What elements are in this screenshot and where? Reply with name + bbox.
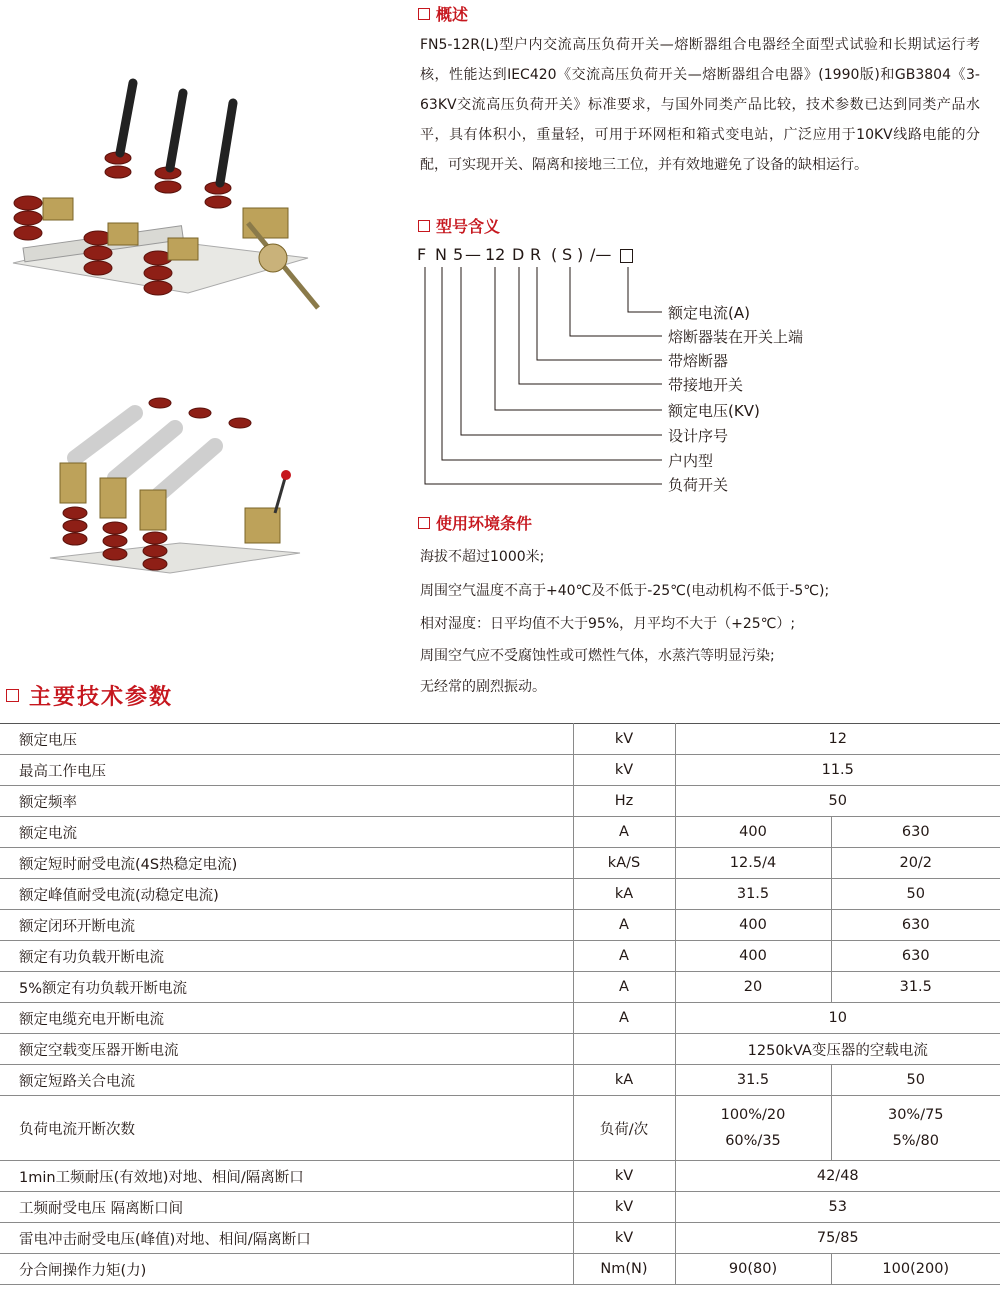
model-code-char: R [530,245,542,264]
param-value-line: 30%/75 [887,1107,944,1123]
param-value: 20/2 [831,848,1000,879]
overview-text: FN5-12R(L)型户内交流高压负荷开关—熔断器组合电器经全面型式试验和长期试运行考核，性能达到IEC420《交流高压负荷开关—熔断器组合电器》(1990版)和GB3804《3-63KV交流高压负荷开关》标准要求，与国外同类产品比较，技术参数已达到同类产品水平，具有体积小，重量轻，可用于环网柜和箱式变电站，广泛应用于10KV线路电能的分配，可实现开关、隔离和接地三工位，并有效地避免了设备的缺相运行。 [420,37,980,173]
table-row [0,1096,1000,1161]
param-unit: kA/S [573,848,675,879]
model-meaning: 设计序号 [668,427,729,445]
param-value: 630 [831,910,1000,941]
model-meaning: 户内型 [668,452,714,470]
param-name: 额定频率 [0,786,573,817]
table-row [0,786,1000,817]
param-value: 31.5 [831,972,1000,1003]
param-value: 50 [831,879,1000,910]
table-row [0,755,1000,786]
param-value: 12.5/4 [675,848,831,879]
param-name: 额定电流 [0,817,573,848]
table-row [0,1003,1000,1034]
param-value: 12 [675,724,1000,755]
environment-line: 周围空气应不受腐蚀性或可燃性气体，水蒸汽等明显污染; [420,648,775,664]
param-unit: Hz [573,786,675,817]
table-row [0,1034,1000,1065]
param-unit: kV [573,1223,675,1254]
param-value: 53 [675,1192,1000,1223]
environment-line: 海拔不超过1000米; [420,549,545,565]
param-value: 20 [675,972,831,1003]
table-row [0,1223,1000,1254]
params-heading: 主要技术参数 [6,680,173,711]
table-row [0,1161,1000,1192]
params-table [0,723,1000,1285]
param-name: 分合闸操作力矩(力) [0,1254,573,1285]
environment-line: 相对湿度：日平均值不大于95%，月平均不大于（+25℃）; [420,616,796,632]
param-value: 90(80) [675,1254,831,1285]
param-value [675,1096,831,1161]
param-name: 工频耐受电压 隔离断口间 [0,1192,573,1223]
param-name: 额定短路关合电流 [0,1065,573,1096]
param-value: 10 [675,1003,1000,1034]
model-code-char: ) [577,245,584,264]
param-name: 额定峰值耐受电流(动稳定电流) [0,879,573,910]
table-row [0,1254,1000,1285]
placeholder-box-icon [620,249,633,263]
param-value: 630 [831,817,1000,848]
model-code-char: 5 [453,245,464,264]
model-meaning: 额定电压(KV) [668,402,760,420]
param-value: 400 [675,910,831,941]
model-meaning: 带接地开关 [668,376,744,394]
heading-square-icon [418,517,430,529]
environment-heading: 使用环境条件 [418,511,532,534]
param-unit: Nm(N) [573,1254,675,1285]
environment-line: 周围空气温度不高于+40℃及不低于-25℃(电动机构不低于-5℃); [420,583,830,599]
model-code-char: 12 [485,245,506,264]
param-unit: kA [573,879,675,910]
table-row [0,972,1000,1003]
heading-square-icon [418,8,430,20]
param-value: 50 [831,1065,1000,1096]
param-name: 额定电缆充电开断电流 [0,1003,573,1034]
param-value: 75/85 [675,1223,1000,1254]
param-value: 31.5 [675,1065,831,1096]
model-meaning: 熔断器装在开关上端 [668,328,804,346]
param-name: 1min工频耐压(有效地)对地、相间/隔离断口 [0,1161,573,1192]
param-value: 1250kVA变压器的空载电流 [675,1034,1000,1065]
param-value [831,1096,1000,1161]
table-row [0,1192,1000,1223]
model-code-char: /— [590,245,612,264]
table-row [0,1065,1000,1096]
param-unit: A [573,1003,675,1034]
param-unit: A [573,817,675,848]
param-unit: kV [573,1192,675,1223]
param-unit: A [573,910,675,941]
param-unit: A [573,941,675,972]
param-name: 雷电冲击耐受电压(峰值)对地、相间/隔离断口 [0,1223,573,1254]
param-value: 11.5 [675,755,1000,786]
table-row [0,941,1000,972]
table-row [0,879,1000,910]
param-value: 400 [675,941,831,972]
model-code-char: N [435,245,447,264]
param-name: 额定空载变压器开断电流 [0,1034,573,1065]
param-value-line: 100%/20 [720,1107,786,1123]
model-meaning: 负荷开关 [668,476,729,494]
model-code-char: D [512,245,525,264]
param-name: 5%额定有功负载开断电流 [0,972,573,1003]
param-value: 400 [675,817,831,848]
param-unit: kV [573,724,675,755]
environment-line: 无经常的剧烈振动。 [420,679,546,695]
param-value: 100(200) [831,1254,1000,1285]
param-name: 最高工作电压 [0,755,573,786]
param-name: 负荷电流开断次数 [0,1096,573,1161]
param-value: 31.5 [675,879,831,910]
param-value: 50 [675,786,1000,817]
param-unit: kA [573,1065,675,1096]
overview-heading: 概述 [418,2,468,25]
table-row [0,910,1000,941]
table-row [0,724,1000,755]
heading-square-icon [6,689,19,702]
param-value: 630 [831,941,1000,972]
param-unit: A [573,972,675,1003]
param-name: 额定短时耐受电流(4S热稳定电流) [0,848,573,879]
model-code-char: — [465,245,481,264]
load-switch-fuse-photo [8,58,338,348]
param-name: 额定有功负载开断电流 [0,941,573,972]
param-unit [573,1034,675,1065]
model-code-char: ( [551,245,558,264]
param-unit: kV [573,1161,675,1192]
param-unit: 负荷/次 [573,1096,675,1161]
model-meaning: 额定电流(A) [668,304,750,322]
table-row [0,848,1000,879]
model-heading: 型号含义 [418,214,500,237]
param-value: 42/48 [675,1161,1000,1192]
model-meaning: 带熔断器 [668,352,729,370]
param-name: 额定电压 [0,724,573,755]
table-row [0,817,1000,848]
param-value-line: 60%/35 [725,1133,781,1149]
param-value-line: 5%/80 [892,1133,939,1149]
param-name: 额定闭环开断电流 [0,910,573,941]
param-unit: kV [573,755,675,786]
heading-square-icon [418,220,430,232]
load-switch-photo [20,368,320,618]
model-code-char: F [417,245,427,264]
model-code-char: S [562,245,573,264]
